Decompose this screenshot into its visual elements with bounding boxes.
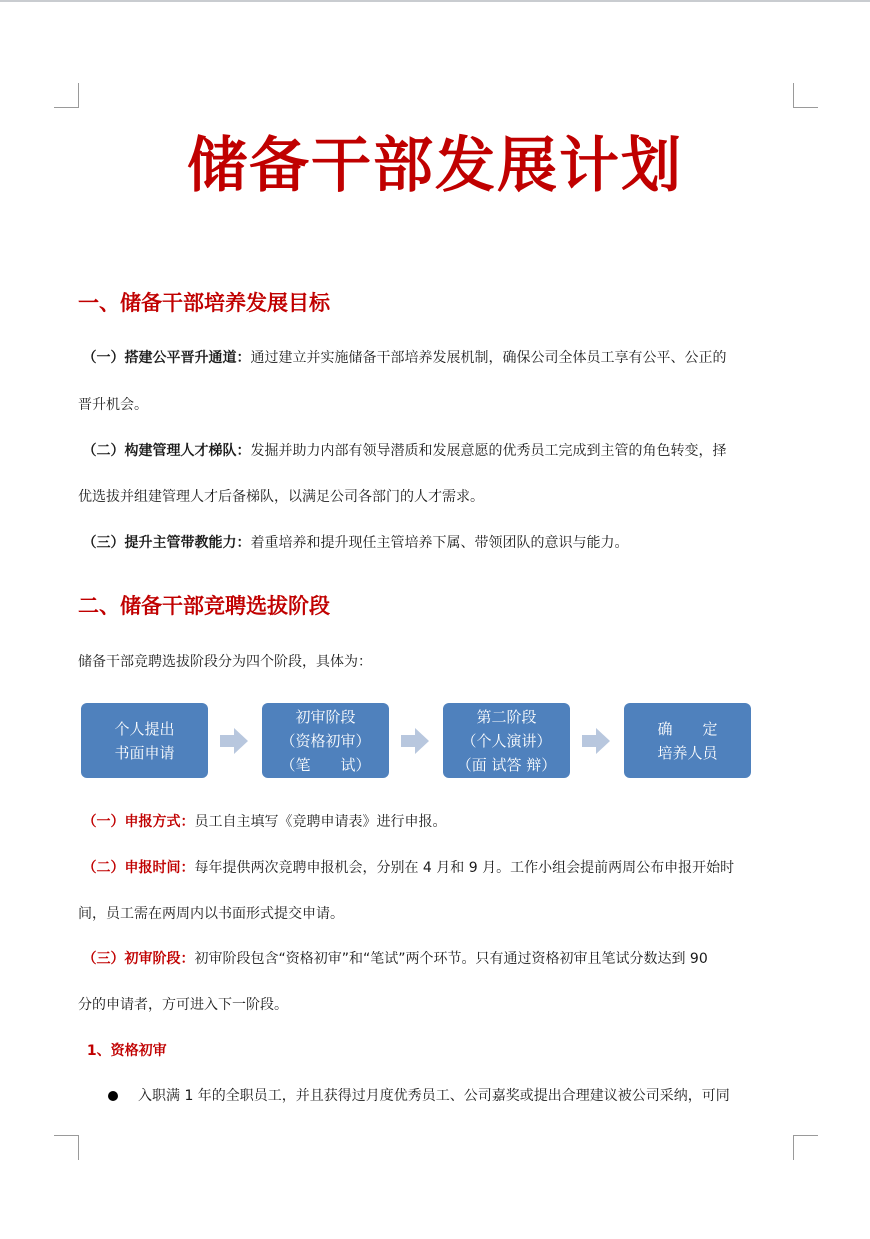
flow-step-2-line-2: （资格初审） — [280, 731, 371, 750]
initial-review-text: 初审阶段包含“资格初审”和“笔试”两个环节。只有通过资格初审且笔试分数达到 90 — [194, 951, 708, 967]
goal-3-text: 着重培养和提升现任主管培养下属、带领团队的意识与能力。 — [250, 535, 629, 551]
goal-1-label: （一）搭建公平晋升通道： — [82, 350, 251, 366]
goal-1-text: 通过建立并实施储备干部培养发展机制，确保公司全体员工享有公平、公正的 — [250, 350, 727, 366]
flow-step-1 — [81, 703, 208, 778]
flow-step-2 — [262, 703, 389, 778]
initial-review-line-1 — [78, 949, 794, 969]
apply-time-text: 每年提供两次竞聘申报机会，分别在 4 月和 9 月。工作小组会提前两周公布申报开始时 — [194, 860, 735, 876]
flow-step-3-line-3: （面 试答 辩） — [456, 755, 557, 774]
arrow-right-icon — [220, 728, 248, 754]
crop-mark-top-right — [793, 83, 818, 108]
subheading-qualification — [78, 1041, 794, 1061]
initial-review-label: （三）初审阶段： — [82, 951, 195, 967]
initial-review-line-2: 分的申请者，方可进入下一阶段。 — [78, 997, 288, 1013]
flow-step-4-line-2: 培养人员 — [657, 743, 718, 762]
goal-2-line-1 — [78, 441, 794, 461]
flow-step-2-line-3: （笔 试） — [280, 755, 371, 774]
apply-time-label: （二）申报时间： — [82, 860, 195, 876]
crop-mark-top-left — [54, 83, 79, 108]
flow-step-2-line-1: 初审阶段 — [295, 707, 356, 726]
stage-intro: 储备干部竞聘选拔阶段分为四个阶段，具体为： — [78, 654, 372, 670]
crop-mark-bottom-left — [54, 1135, 79, 1160]
goal-1-line-1 — [78, 348, 794, 368]
flow-step-4-line-1: 确 定 — [657, 719, 718, 738]
section-heading-2: 二、储备干部竞聘选拔阶段 — [78, 594, 330, 618]
goal-2-line-2: 优选拔并组建管理人才后备梯队，以满足公司各部门的人才需求。 — [78, 489, 484, 505]
section-heading-1: 一、储备干部培养发展目标 — [78, 291, 330, 315]
arrow-right-icon — [582, 728, 610, 754]
goal-2-text: 发掘并助力内部有领导潜质和发展意愿的优秀员工完成到主管的角色转变，择 — [250, 443, 727, 459]
flow-step-3 — [443, 703, 570, 778]
document-title: 储备干部发展计划 — [187, 131, 683, 201]
goal-3-label: （三）提升主管带教能力： — [82, 535, 251, 551]
crop-mark-bottom-right — [793, 1135, 818, 1160]
page-top-border — [0, 0, 870, 2]
subheading-qualification-text: 1、资格初审 — [86, 1043, 167, 1059]
goal-1-line-2: 晋升机会。 — [78, 397, 148, 413]
flow-step-1-line-1: 个人提出 — [114, 719, 175, 738]
apply-time-line-2: 间，员工需在两周内以书面形式提交申请。 — [78, 906, 344, 922]
apply-method-label: （一）申报方式： — [82, 814, 195, 830]
apply-time-line-1 — [78, 858, 794, 878]
flow-step-4 — [624, 703, 751, 778]
flow-step-1-line-2: 书面申请 — [114, 743, 175, 762]
flow-step-3-line-1: 第二阶段 — [476, 707, 537, 726]
bullet-dot — [108, 1091, 118, 1101]
apply-method — [78, 812, 794, 832]
flow-step-3-line-2: （个人演讲） — [461, 731, 552, 750]
bullet-item-text: 入职满 1 年的全职员工，并且获得过月度优秀员工、公司嘉奖或提出合理建议被公司采纳，可同 — [138, 1088, 730, 1104]
apply-method-text: 员工自主填写《竞聘申请表》进行申报。 — [194, 814, 447, 830]
goal-2-label: （二）构建管理人才梯队： — [82, 443, 251, 459]
goal-3-line-1 — [78, 533, 794, 553]
arrow-right-icon — [401, 728, 429, 754]
